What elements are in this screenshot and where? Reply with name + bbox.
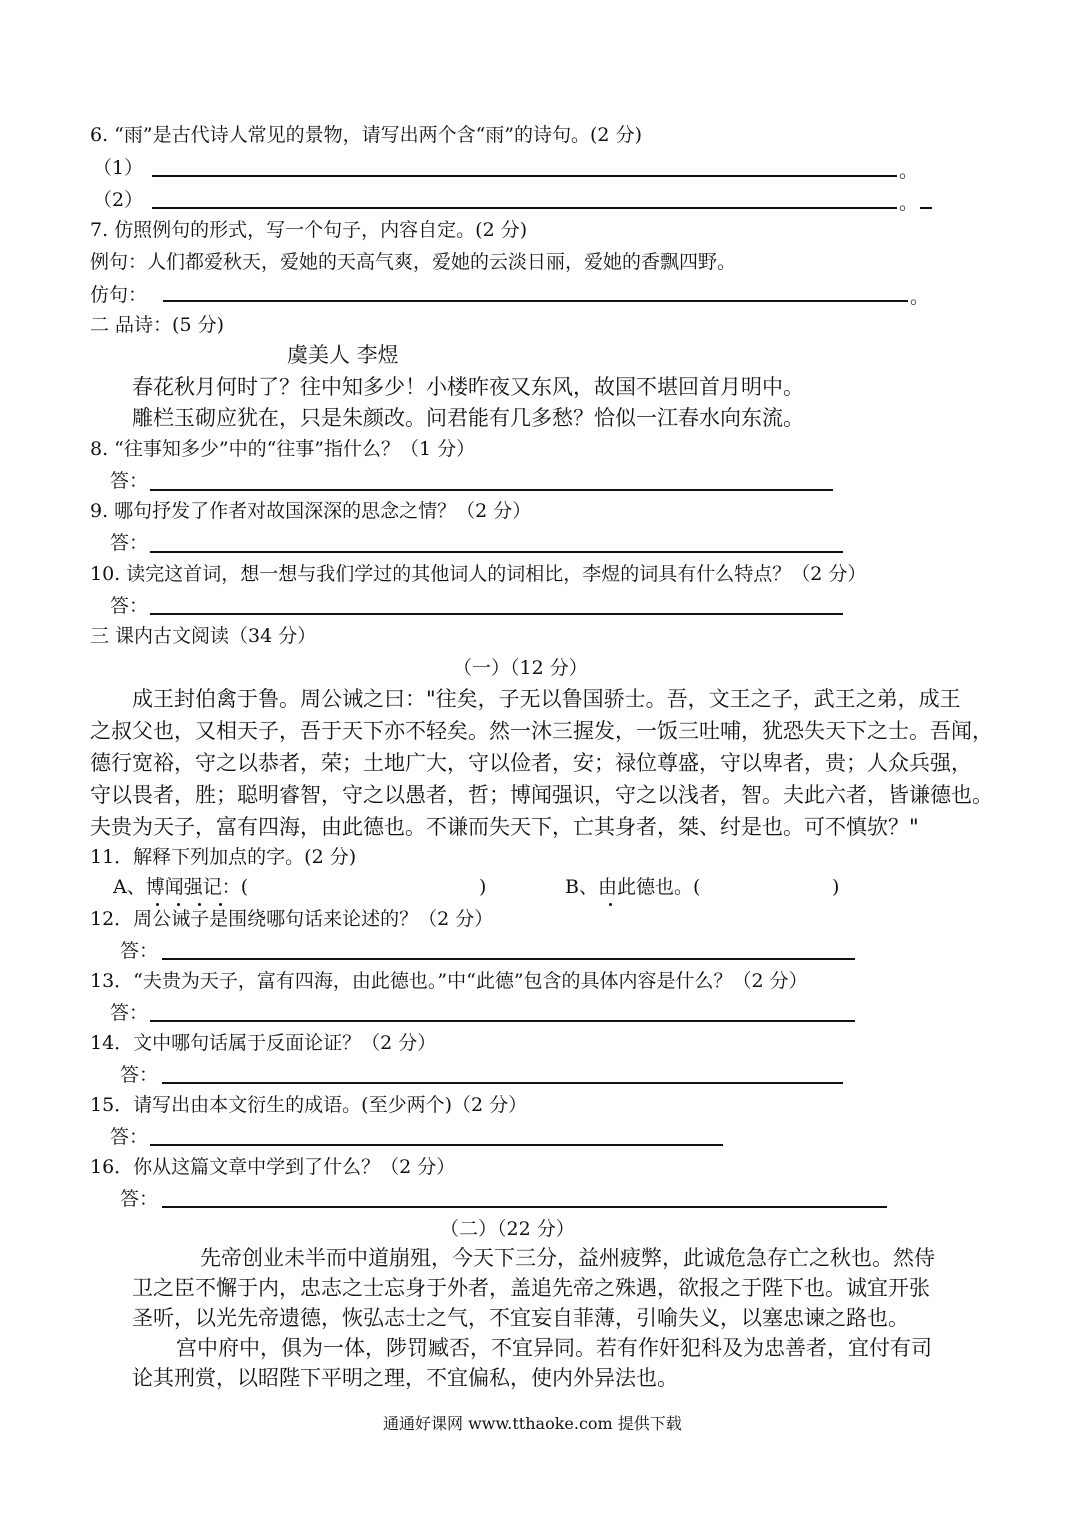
- q15-title: 15．请写出由本文衍生的成语。(至少两个)（2 分）: [90, 1094, 528, 1116]
- q13-title: 13．“夫贵为天子，富有四海，由此德也。”中“此德”包含的具体内容是什么？（2 分）: [90, 970, 808, 992]
- q16-answer-line[interactable]: [162, 1206, 887, 1208]
- q15-answer-label: 答：: [110, 1126, 149, 1148]
- poem-line-2: 雕栏玉砌应犹在，只是朱颜改。问君能有几多愁？恰似一江春水向东流。: [132, 406, 804, 430]
- section2-heading: 二 品诗：(5 分): [90, 314, 224, 336]
- poem-line-1: 春花秋月何时了？往中知多少！小楼昨夜又东风，故国不堪回首月明中。: [132, 375, 804, 399]
- passage2-line: 论其刑赏，以昭陛下平明之理，不宜偏私，使内外异法也。: [132, 1366, 678, 1390]
- q7-title: 7. 仿照例句的形式，写一个句子，内容自定。(2 分): [90, 219, 528, 241]
- passage1-line: 之叔父也，又相天子，吾于天下亦不轻矣。然一沐三握发，一饭三吐哺，犹恐失天下之士。吾闻，: [90, 719, 993, 743]
- section3-heading: 三 课内古文阅读（34 分）: [90, 625, 317, 647]
- q13-answer-line[interactable]: [150, 1020, 855, 1022]
- q6-end-mark-2: 。: [899, 192, 919, 214]
- part1-heading: （一）（12 分）: [453, 657, 588, 679]
- q11-option-b: B、由此德也。(: [565, 876, 701, 898]
- q6-item1-label: （1）: [93, 157, 144, 179]
- q16-title: 16．你从这篇文章中学到了什么？（2 分）: [90, 1156, 456, 1178]
- q14-title: 14．文中哪句话属于反面论证？（2 分）: [90, 1032, 437, 1054]
- q6-title: 6. “雨”是古代诗人常见的景物，请写出两个含“雨”的诗句。(2 分): [90, 124, 642, 146]
- q11-title: 11．解释下列加点的字。(2 分): [90, 846, 357, 868]
- q8-answer-line[interactable]: [150, 489, 833, 491]
- q14-answer-line[interactable]: [162, 1082, 843, 1084]
- q11-option-b-close: ): [832, 876, 840, 898]
- q9-answer-line[interactable]: [150, 551, 843, 553]
- q10-answer-line[interactable]: [150, 613, 843, 615]
- q6-answer-line-2[interactable]: [152, 207, 897, 209]
- q6-end-mark-1: 。: [899, 160, 919, 182]
- q15-answer-line[interactable]: [150, 1144, 723, 1146]
- q10-title: 10. 读完这首词，想一想与我们学过的其他词人的词相比，李煜的词具有什么特点？（2 分）: [90, 563, 867, 585]
- passage2-line: 宫中府中，俱为一体，陟罚臧否，不宜异同。若有作奸犯科及为忠善者，宜付有司: [176, 1336, 932, 1360]
- q7-answer-line[interactable]: [163, 300, 908, 302]
- q13-answer-label: 答：: [110, 1002, 149, 1024]
- q14-answer-label: 答：: [120, 1064, 159, 1086]
- passage2-line: 卫之臣不懈于内，忠志之士忘身于外者，盖追先帝之殊遇，欲报之于陛下也。诚宜开张: [132, 1276, 930, 1300]
- q7-example: 例句：人们都爱秋天，爱她的天高气爽，爱她的云淡日丽，爱她的香飘四野。: [90, 251, 737, 273]
- q8-answer-label: 答：: [110, 470, 149, 492]
- passage2-line: 先帝创业未半而中道崩殂，今天下三分，益州疲弊，此诚危急存亡之秋也。然侍: [200, 1246, 935, 1270]
- passage1-line: 夫贵为天子，富有四海，由此德也。不谦而失天下，亡其身者，桀、纣是也。可不慎欤？": [90, 815, 919, 839]
- q11-option-a-close: ): [479, 876, 487, 898]
- page-footer: 通通好课网 www.tthaoke.com 提供下载: [383, 1414, 682, 1433]
- passage2-line: 圣听，以光先帝遗德，恢弘志士之气，不宜妄自菲薄，引喻失义，以塞忠谏之路也。: [132, 1306, 909, 1330]
- q7-end-mark: 。: [910, 286, 930, 308]
- part2-heading: （二）（22 分）: [440, 1218, 575, 1240]
- q10-answer-label: 答：: [110, 595, 149, 617]
- q16-answer-label: 答：: [120, 1188, 159, 1210]
- q6-trailing-mark: [920, 207, 932, 209]
- q6-item2-label: （2）: [93, 189, 144, 211]
- q12-answer-line[interactable]: [162, 958, 855, 960]
- q7-imitate-label: 仿句：: [90, 284, 148, 306]
- q11-option-a: A、博闻强记：(: [113, 876, 249, 898]
- passage1-line: 成王封伯禽于鲁。周公诫之曰："往矣，子无以鲁国骄士。吾，文王之子，武王之弟，成王: [132, 687, 961, 711]
- q8-title: 8. “往事知多少”中的“往事”指什么？（1 分）: [90, 438, 476, 460]
- q9-title: 9. 哪句抒发了作者对故国深深的思念之情？（2 分）: [90, 500, 532, 522]
- q6-answer-line-1[interactable]: [152, 175, 897, 177]
- passage1-line: 守以畏者，胜；聪明睿智，守之以愚者，哲；博闻强识，守之以浅者，智。夫此六者，皆谦德也。: [90, 783, 993, 807]
- passage1-line: 德行宽裕，守之以恭者，荣；土地广大，守以俭者，安；禄位尊盛，守以卑者，贵；人众兵强，: [90, 751, 972, 775]
- poem-title: 虞美人 李煜: [287, 343, 399, 367]
- q9-answer-label: 答：: [110, 532, 149, 554]
- emphasis-dot: [609, 903, 612, 906]
- q12-answer-label: 答：: [120, 940, 159, 962]
- q12-title: 12．周公诫子是围绕哪句话来论述的？（2 分）: [90, 908, 494, 930]
